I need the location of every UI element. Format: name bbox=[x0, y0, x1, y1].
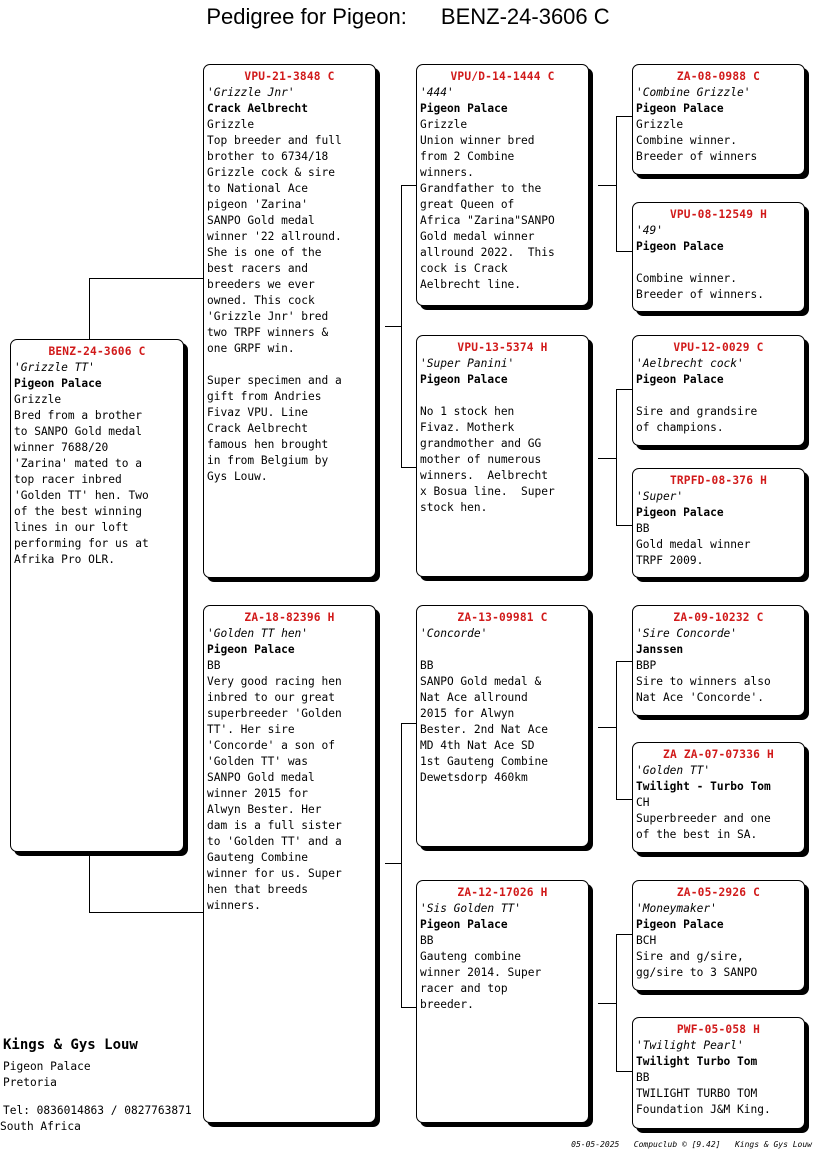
connector bbox=[616, 934, 617, 1072]
pigeon-color: BB bbox=[636, 1071, 650, 1084]
pigeon-color: Grizzle bbox=[636, 118, 684, 131]
connector bbox=[616, 389, 633, 390]
ring-number: ZA ZA-07-07336 H bbox=[663, 748, 774, 761]
connector bbox=[598, 185, 616, 186]
connector bbox=[89, 278, 90, 342]
pigeon-owner: Pigeon Palace bbox=[636, 373, 724, 386]
pigeon-color bbox=[636, 255, 801, 271]
pigeon-description: Union winner bred from 2 Combine winners. Grandfather to the great Queen of Africa "Zarina"SANPO Gold medal winner allround 2022. This cock is Crack Aelbrecht line. bbox=[420, 134, 555, 291]
ring-number: VPU-08-12549 H bbox=[669, 208, 768, 221]
pigeon-card-subject[interactable] bbox=[10, 339, 184, 852]
ring-number: VPU-13-5374 H bbox=[457, 341, 548, 354]
connector bbox=[616, 389, 617, 526]
pigeon-name: 'Twilight Pearl' bbox=[636, 1039, 744, 1052]
ring-number: ZA-13-09981 C bbox=[457, 611, 548, 624]
pigeon-description: Very good racing hen inbred to our great superbreeder 'Golden TT'. Her sire 'Concorde' a son of 'Golden TT' was SANPO Gold medal winner 2015 for Alwyn Bester. Her dam is a full sister to 'Golden TT' and a Gauteng Combine winner for us. Super hen that breeds winners. bbox=[207, 675, 342, 912]
pigeon-description: SANPO Gold medal & Nat Ace allround 2015 for Alwyn Bester. 2nd Nat Ace MD 4th Nat Ace SD 1st Gauteng Combine Dewetsdorp 460km bbox=[420, 675, 548, 784]
breeder-info bbox=[0, 1035, 192, 1135]
connector bbox=[616, 251, 633, 252]
footer bbox=[571, 1140, 812, 1149]
pigeon-name: 'Super Panini' bbox=[420, 357, 515, 370]
pigeon-color: Grizzle bbox=[14, 393, 62, 406]
connector bbox=[616, 1071, 633, 1072]
pigeon-color: Grizzle bbox=[420, 118, 468, 131]
ring-number: TRPFD-08-376 H bbox=[669, 474, 768, 487]
pigeon-color: BB bbox=[207, 659, 221, 672]
ring-number: ZA-08-0988 C bbox=[676, 70, 761, 83]
pigeon-description: Sire to winners also Nat Ace 'Concorde'. bbox=[636, 675, 771, 704]
pigeon-card-dam-sire[interactable] bbox=[416, 605, 589, 847]
connector bbox=[401, 723, 402, 1008]
pigeon-owner: Pigeon Palace bbox=[636, 506, 724, 519]
connector bbox=[401, 723, 417, 724]
pigeon-card-dsd[interactable] bbox=[632, 742, 805, 853]
pigeon-color: BCH bbox=[636, 934, 657, 947]
ring-number: ZA-18-82396 H bbox=[244, 611, 335, 624]
breeder-loft: Pigeon Palace bbox=[3, 1060, 91, 1073]
connector bbox=[616, 799, 633, 800]
connector bbox=[385, 326, 401, 327]
pigeon-name: 'Super' bbox=[636, 490, 684, 503]
pigeon-owner: Pigeon Palace bbox=[636, 918, 724, 931]
pigeon-card-dss[interactable] bbox=[632, 605, 805, 716]
pigeon-card-dam-dam[interactable] bbox=[416, 880, 589, 1123]
connector bbox=[616, 116, 617, 252]
ring-number: VPU-12-0029 C bbox=[673, 341, 764, 354]
pigeon-color: BBP bbox=[636, 659, 657, 672]
pigeon-description: No 1 stock hen Fivaz. Motherk grandmother and GG mother of numerous winners. Aelbrecht x Bosua line. Super stock hen. bbox=[420, 405, 555, 514]
connector bbox=[616, 661, 633, 662]
connector bbox=[598, 1003, 616, 1004]
connector bbox=[616, 661, 617, 800]
ring-number: VPU/D-14-1444 C bbox=[450, 70, 555, 83]
pigeon-card-dam[interactable] bbox=[203, 605, 376, 1123]
connector bbox=[616, 116, 633, 117]
pigeon-owner: Janssen bbox=[636, 643, 684, 656]
footer-date: 05-05-2025 bbox=[571, 1140, 620, 1149]
connector bbox=[598, 458, 616, 459]
pigeon-description: Sire and g/sire, gg/sire to 3 SANPO bbox=[636, 950, 758, 979]
pigeon-description: Combine winner. Breeder of winners bbox=[636, 134, 758, 163]
pigeon-owner bbox=[420, 642, 585, 658]
pigeon-name: 'Concorde' bbox=[420, 627, 488, 640]
page-title bbox=[0, 4, 816, 30]
title-ring: BENZ-24-3606 C bbox=[440, 4, 610, 29]
pigeon-owner: Pigeon Palace bbox=[636, 240, 724, 253]
pigeon-card-ssd[interactable] bbox=[632, 202, 805, 312]
pigeon-card-sds[interactable] bbox=[632, 335, 805, 446]
pigeon-description: Gold medal winner TRPF 2009. bbox=[636, 538, 751, 567]
pigeon-color bbox=[420, 388, 585, 404]
connector bbox=[401, 185, 417, 186]
pigeon-name: 'Combine Grizzle' bbox=[636, 86, 751, 99]
pigeon-name: 'Sis Golden TT' bbox=[420, 902, 522, 915]
pigeon-color: CH bbox=[636, 796, 650, 809]
ring-number: BENZ-24-3606 C bbox=[48, 345, 146, 358]
pigeon-color bbox=[636, 388, 801, 404]
pigeon-color: BB bbox=[420, 659, 434, 672]
connector bbox=[401, 1007, 417, 1008]
connector bbox=[89, 852, 90, 912]
pigeon-owner: Pigeon Palace bbox=[420, 373, 508, 386]
ring-number: ZA-12-17026 H bbox=[457, 886, 548, 899]
pigeon-card-sire-sire[interactable] bbox=[416, 64, 589, 306]
pigeon-card-sire-dam[interactable] bbox=[416, 335, 589, 577]
pigeon-description: Sire and grandsire of champions. bbox=[636, 405, 758, 434]
pigeon-card-ddd[interactable] bbox=[632, 1017, 805, 1129]
connector bbox=[401, 185, 402, 468]
connector bbox=[89, 278, 204, 279]
connector bbox=[401, 467, 417, 468]
pigeon-owner: Pigeon Palace bbox=[207, 643, 295, 656]
footer-software: Compuclub © [9.42] bbox=[633, 1140, 721, 1149]
breeder-phone: Tel: 0836014863 / 0827763871 bbox=[3, 1104, 192, 1117]
pigeon-name: 'Grizzle Jnr' bbox=[207, 86, 295, 99]
pigeon-name: '444' bbox=[420, 86, 454, 99]
ring-number: ZA-09-10232 C bbox=[673, 611, 764, 624]
pigeon-name: 'Golden TT' bbox=[636, 764, 711, 777]
pigeon-color: BB bbox=[420, 934, 434, 947]
pigeon-color: Grizzle bbox=[207, 118, 255, 131]
pigeon-owner: Pigeon Palace bbox=[420, 102, 508, 115]
pigeon-description: Combine winner. Breeder of winners. bbox=[636, 272, 764, 301]
connector bbox=[385, 863, 401, 864]
pigeon-card-sss[interactable] bbox=[632, 64, 805, 175]
pigeon-name: 'Golden TT hen' bbox=[207, 627, 309, 640]
pigeon-description: Gauteng combine winner 2014. Super racer and top breeder. bbox=[420, 950, 542, 1011]
breeder-name: Kings & Gys Louw bbox=[3, 1037, 138, 1053]
pigeon-card-sire[interactable] bbox=[203, 64, 376, 578]
breeder-country: South Africa bbox=[0, 1120, 81, 1133]
pigeon-owner: Crack Aelbrecht bbox=[207, 102, 309, 115]
pigeon-owner: Pigeon Palace bbox=[14, 377, 102, 390]
footer-owner: Kings & Gys Louw bbox=[734, 1140, 812, 1149]
pigeon-owner: Twilight - Turbo Tom bbox=[636, 780, 771, 793]
pigeon-color: BB bbox=[636, 522, 650, 535]
pigeon-name: 'Aelbrecht cock' bbox=[636, 357, 744, 370]
connector bbox=[89, 912, 204, 913]
pigeon-name: '49' bbox=[636, 224, 663, 237]
pigeon-name: 'Sire Concorde' bbox=[636, 627, 738, 640]
ring-number: ZA-05-2926 C bbox=[676, 886, 761, 899]
pigeon-description: TWILIGHT TURBO TOM Foundation J&M King. bbox=[636, 1087, 771, 1116]
pigeon-card-sdd[interactable] bbox=[632, 468, 805, 578]
pigeon-owner: Twilight Turbo Tom bbox=[636, 1055, 758, 1068]
pigeon-name: 'Grizzle TT' bbox=[14, 361, 95, 374]
pigeon-description: Top breeder and full brother to 6734/18 Grizzle cock & sire to National Ace pigeon 'Zarina' SANPO Gold medal winner '22 allround. She is one of the best racers and breeders we ever owned. This cock 'Grizzle Jnr' bred two TRPF winners & one GRPF win. Super specimen and a gift from Andries Fivaz VPU. Line Crack Aelbrecht famous hen brought in from Belgium by Gys Louw. bbox=[207, 134, 342, 483]
title-label: Pedigree for Pigeon: bbox=[206, 4, 407, 29]
ring-number: VPU-21-3848 C bbox=[244, 70, 335, 83]
pigeon-card-dds[interactable] bbox=[632, 880, 805, 991]
breeder-city: Pretoria bbox=[3, 1076, 57, 1089]
connector bbox=[616, 934, 633, 935]
connector bbox=[616, 525, 633, 526]
pigeon-description: Superbreeder and one of the best in SA. bbox=[636, 812, 771, 841]
pigeon-owner: Pigeon Palace bbox=[420, 918, 508, 931]
pigeon-owner: Pigeon Palace bbox=[636, 102, 724, 115]
ring-number: PWF-05-058 H bbox=[676, 1023, 761, 1036]
pigeon-name: 'Moneymaker' bbox=[636, 902, 717, 915]
pigeon-description: Bred from a brother to SANPO Gold medal winner 7688/20 'Zarina' mated to a top racer inbred 'Golden TT' hen. Two of the best winning lines in our loft performing for us at Afrika Pro OLR. bbox=[14, 409, 149, 566]
connector bbox=[598, 727, 616, 728]
